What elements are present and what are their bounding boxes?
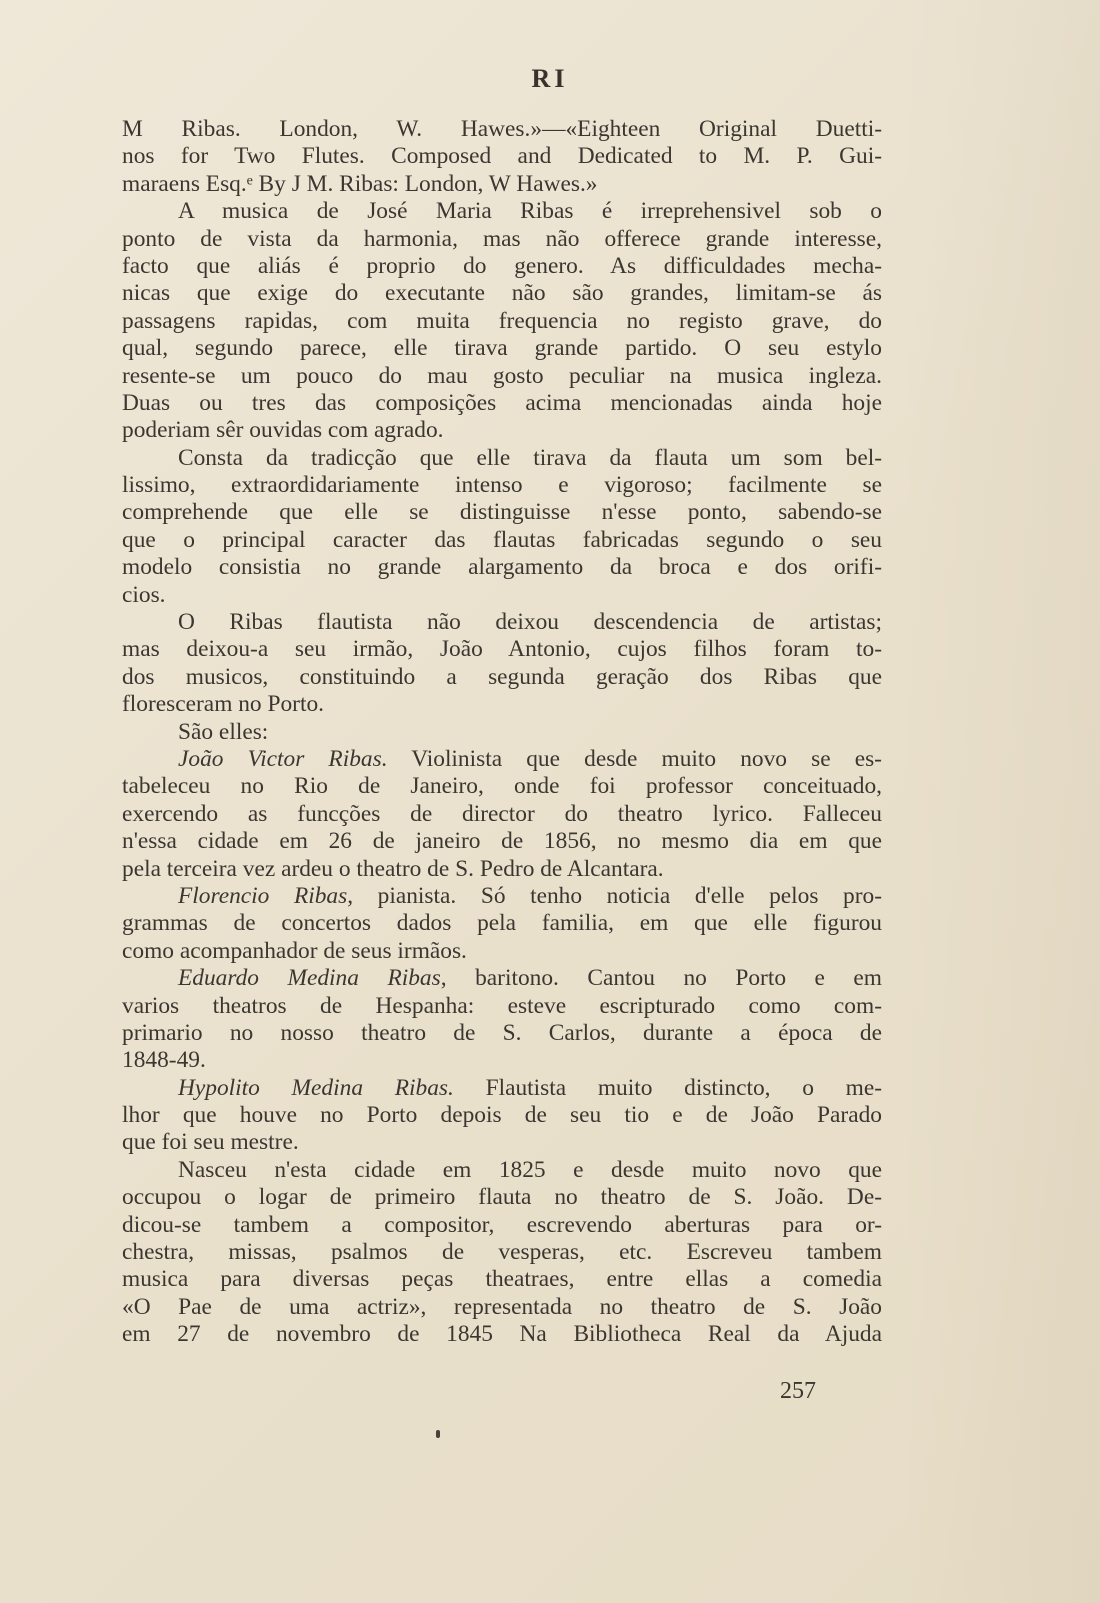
line-text: comprehende que elle se distinguisse n'esse ponto, sabendo-se (122, 499, 882, 526)
line-text: nos for Two Flutes. Composed and Dedicated to M. P. Gui- (122, 143, 882, 170)
text-line (122, 527, 882, 554)
text-line (122, 554, 882, 581)
line-text: nicas que exige do executante não são grandes, limitam-se ás (122, 280, 882, 307)
text-line (122, 993, 882, 1020)
text-line (122, 335, 882, 362)
text-line (122, 308, 882, 335)
text-line (122, 746, 882, 773)
line-text: primario no nosso theatro de S. Carlos, durante a época de (122, 1019, 882, 1046)
line-text: O Ribas flautista não deixou descendencia de artistas; (178, 609, 882, 636)
page-number: 257 (780, 1378, 816, 1404)
text-line (122, 965, 882, 992)
text-line (122, 938, 882, 965)
line-text: poderiam sêr ouvidas com agrado. (122, 417, 444, 444)
line-text: musica para diversas peças theatraes, entre ellas a comedia (122, 1266, 882, 1293)
line-text: «O Pae de uma actriz», representada no theatro de S. João (122, 1293, 882, 1320)
line-text: , pianista. Só tenho noticia d'elle pelos pro- (347, 882, 882, 909)
line-text: São elles: (178, 718, 269, 745)
text-line (122, 609, 882, 636)
text-line (122, 472, 882, 499)
italic-name: João Victor Ribas. (178, 745, 388, 772)
line-text: A musica de José Maria Ribas é irreprehensivel sob o (178, 198, 882, 225)
line-text: ponto de vista da harmonia, mas não offerece grande interesse, (122, 225, 882, 252)
line-text: dos musicos, constituindo a segunda geração dos Ribas que (122, 663, 882, 690)
line-text: lhor que houve no Porto depois de seu tio e de João Parado (122, 1102, 882, 1129)
text-line (122, 691, 882, 718)
line-text: Consta da tradicção que elle tirava da flauta um som bel- (178, 444, 882, 471)
text-line (122, 1102, 882, 1129)
line-text: , baritono. Cantou no Porto e em (440, 965, 882, 992)
line-text: Violinista que desde muito novo se es- (387, 745, 882, 772)
line-text: pela terceira vez ardeu o theatro de S. Pedro de Alcantara. (122, 855, 664, 882)
line-text: Flautista muito distincto, o me- (453, 1074, 882, 1101)
line-text: resente-se um pouco do mau gosto peculiar na musica ingleza. (122, 362, 882, 389)
line-text: M Ribas. London, W. Hawes.»—«Eighteen Original Duetti- (122, 116, 882, 142)
text-line (122, 582, 882, 609)
line-text: mas deixou-a seu irmão, João Antonio, cujos filhos foram to- (122, 636, 882, 663)
text-line (122, 116, 882, 143)
text-line (122, 1321, 882, 1348)
page-shading (900, 0, 1100, 1603)
line-text: Nasceu n'esta cidade em 1825 e desde muito novo que (178, 1156, 882, 1183)
text-line (122, 363, 882, 390)
text-line (122, 773, 882, 800)
text-line (122, 1157, 882, 1184)
text-line (122, 910, 882, 937)
line-text: em 27 de novembro de 1845 Na Bibliotheca Real da Ajuda (122, 1321, 882, 1348)
italic-name: Florencio Ribas (178, 882, 348, 909)
line-text: modelo consistia no grande alargamento da broca e dos orifi- (122, 554, 882, 581)
running-head: RI (531, 64, 569, 93)
text-line (122, 1020, 882, 1047)
text-line (122, 143, 882, 170)
line-text: Duas ou tres das composições acima mencionadas ainda hoje (122, 389, 882, 416)
line-text: facto que aliás é proprio do genero. As difficuldades mecha- (122, 252, 882, 279)
text-line (122, 828, 882, 855)
text-line (122, 390, 882, 417)
line-text: grammas de concertos dados pela familia, em que elle figurou (122, 910, 882, 937)
line-text: cios. (122, 581, 166, 608)
line-text: exercendo as funcções de director do theatro lyrico. Falleceu (122, 800, 882, 827)
body-text (122, 116, 882, 1349)
text-line (122, 719, 882, 746)
text-line (122, 1294, 882, 1321)
text-line (122, 1047, 882, 1074)
text-line (122, 856, 882, 883)
text-line (122, 226, 882, 253)
line-text: 1848-49. (122, 1047, 206, 1074)
text-line (122, 445, 882, 472)
text-line (122, 883, 882, 910)
line-text: maraens Esq.ᵉ By J M. Ribas: London, W Hawes.» (122, 170, 598, 197)
text-line (122, 171, 882, 198)
text-line (122, 417, 882, 444)
text-line (122, 280, 882, 307)
text-line (122, 801, 882, 828)
line-text: como acompanhador de seus irmãos. (122, 937, 467, 964)
text-line (122, 1239, 882, 1266)
line-text: lissimo, extraordidariamente intenso e vigoroso; facilmente se (122, 472, 882, 499)
ink-speck (436, 1430, 440, 1438)
line-text: occupou o logar de primeiro flauta no theatro de S. João. De- (122, 1184, 882, 1211)
line-text: dicou-se tambem a compositor, escrevendo aberturas para or- (122, 1211, 882, 1238)
line-text: que foi seu mestre. (122, 1129, 299, 1156)
text-line (122, 636, 882, 663)
line-text: n'essa cidade em 26 de janeiro de 1856, no mesmo dia em que (122, 828, 882, 855)
text-line (122, 1212, 882, 1239)
text-line (122, 253, 882, 280)
text-line (122, 1266, 882, 1293)
text-line (122, 1184, 882, 1211)
text-line (122, 1075, 882, 1102)
text-line (122, 1129, 882, 1156)
line-text: passagens rapidas, com muita frequencia no registo grave, do (122, 307, 882, 334)
line-text: que o principal caracter das flautas fabricadas segundo o seu (122, 526, 882, 553)
text-line (122, 499, 882, 526)
italic-name: Eduardo Medina Ribas (178, 965, 441, 992)
italic-name: Hypolito Medina Ribas. (178, 1074, 454, 1101)
line-text: varios theatros de Hespanha: esteve escripturado como com- (122, 992, 882, 1019)
line-text: qual, segundo parece, elle tirava grande partido. O seu estylo (122, 335, 882, 362)
line-text: chestra, missas, psalmos de vesperas, etc. Escreveu tambem (122, 1239, 882, 1266)
line-text: floresceram no Porto. (122, 691, 325, 718)
line-text: tabeleceu no Rio de Janeiro, onde foi professor conceituado, (122, 773, 882, 800)
text-line (122, 664, 882, 691)
text-line (122, 198, 882, 225)
